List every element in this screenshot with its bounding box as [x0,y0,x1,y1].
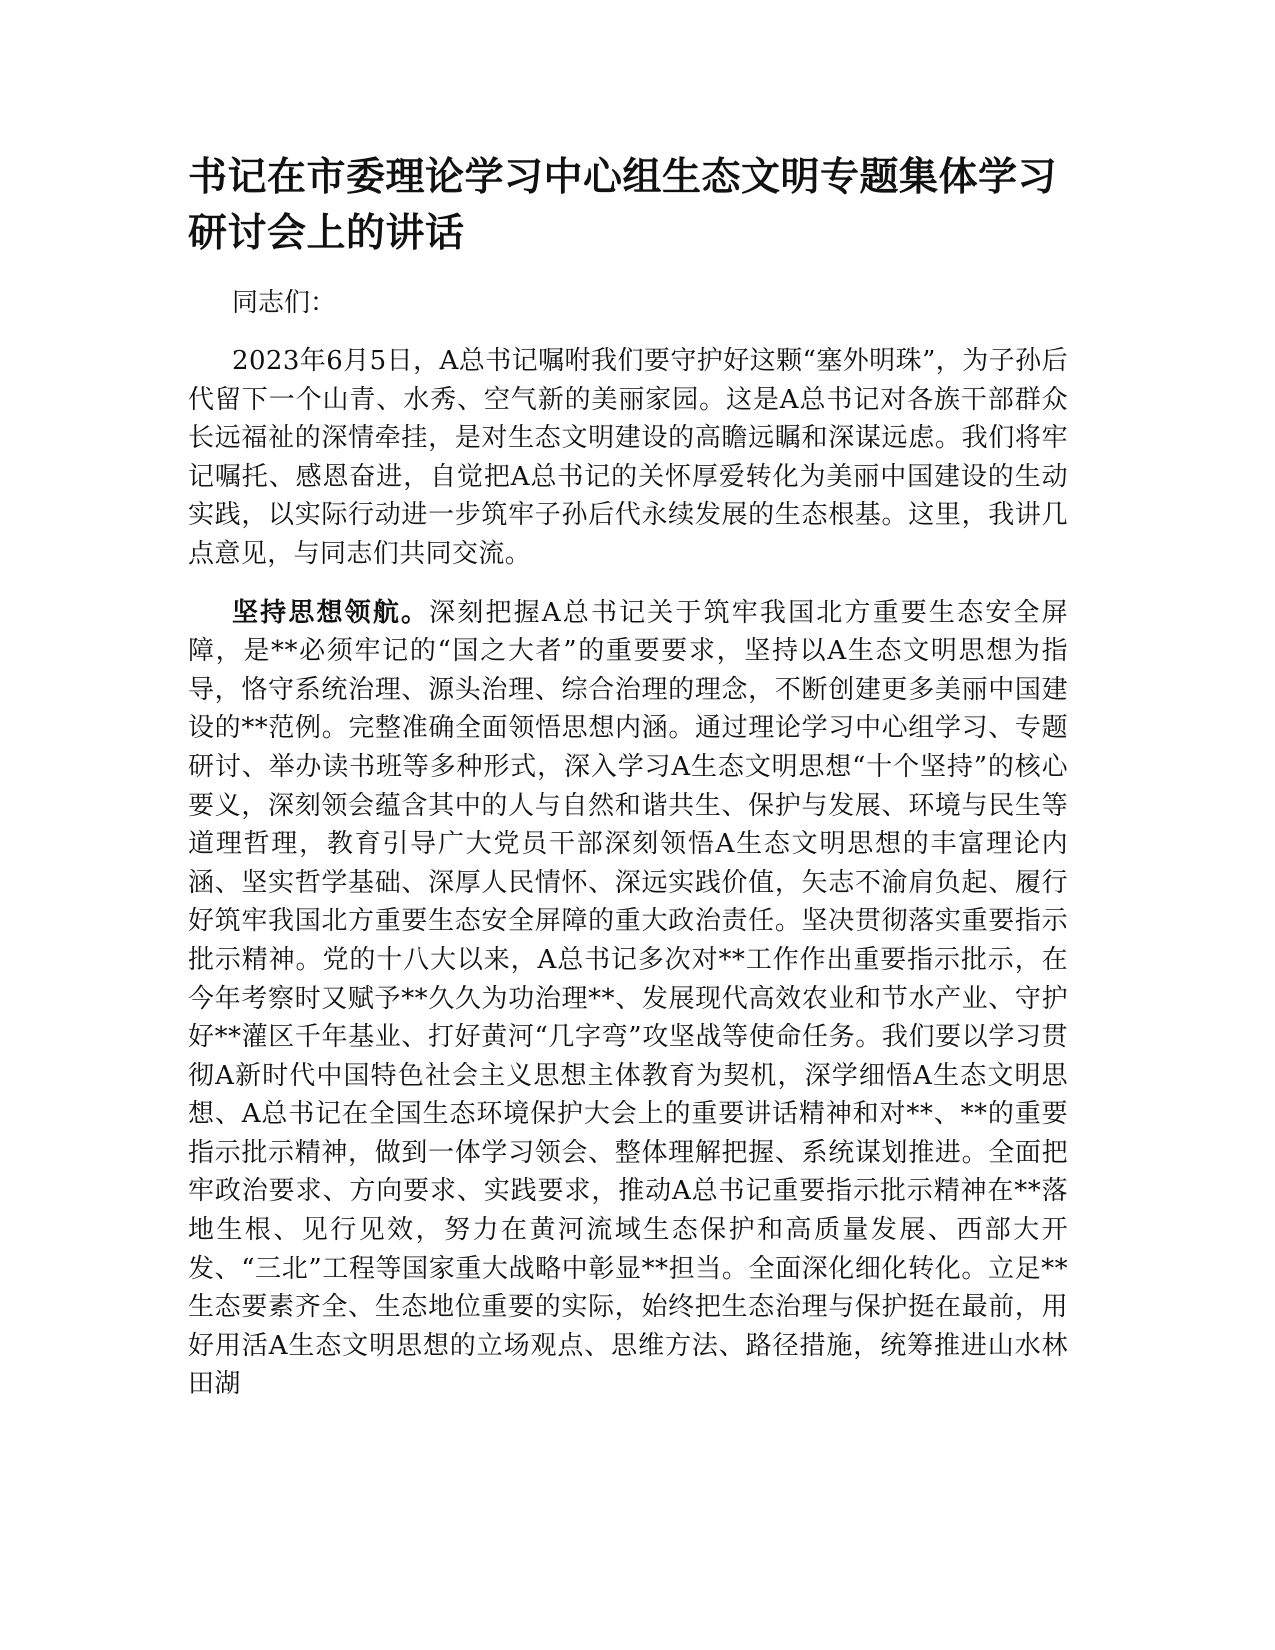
paragraph-intro [188,342,1068,574]
paragraph-text: 深刻把握A总书记关于筑牢我国北方重要生态安全屏障，是**必须牢记的“国之大者”的重要要求，坚持以A生态文明思想为指导，恪守系统治理、源头治理、综合治理的理念，不断创建更多美丽中国建设的**范例。完整准确全面领悟思想内涵。通过理论学习中心组学习、专题研讨、举办读书班等多种形式，深入学习A生态文明思想“十个坚持”的核心要义，深刻领会蕴含其中的人与自然和谐共生、保护与发展、环境与民生等道理哲理，教育引导广大党员干部深刻领悟A生态文明思想的丰富理论内涵、坚实哲学基础、深厚人民情怀、深远实践价值，矢志不渝肩负起、履行好筑牢我国北方重要生态安全屏障的重大政治责任。坚决贯彻落实重要指示批示精神。党的十八大以来，A总书记多次对**工作作出重要指示批示，在今年考察时又赋予**久久为功治理**、发展现代高效农业和节水产业、守护好**灌区千年基业、打好黄河“几字弯”攻坚战等使命任务。我们要以学习贯彻A新时代中国特色社会主义思想主体教育为契机，深学细悟A生态文明思想、A总书记在全国生态环境保护大会上的重要讲话精神和对**、**的重要指示批示精神，做到一体学习领会、整体理解把握、系统谋划推进。全面把牢政治要求、方向要求、实践要求，推动A总书记重要指示批示精神在**落地生根、见行见效，努力在黄河流域生态保护和高质量发展、西部大开发、“三北”工程等国家重大战略中彰显**担当。全面深化细化转化。立足**生态要素齐全、生态地位重要的实际，始终把生态治理与保护挺在最前，用好用活A生态文明思想的立场观点、思维方法、路径措施，统筹推进山水林田湖 [188,597,1068,1400]
salutation: 同志们： [232,288,337,318]
document-title: 书记在市委理论学习中心组生态文明专题集体学习研讨会上的讲话 [188,155,1058,256]
paragraph-text: 2023年6月5日，A总书记嘱咐我们要守护好这颗“塞外明珠”，为子孙后代留下一个山青、水秀、空气新的美丽家园。这是A总书记对各族干部群众长远福祉的深情牵挂，是对生态文明建设的高瞻远瞩和深谋远虑。我们将牢记嘱托、感恩奋进，自觉把A总书记的关怀厚爱转化为美丽中国建设的生动实践，以实际行动进一步筑牢子孙后代永续发展的生态根基。这里，我讲几点意见，与同志们共同交流。 [188,346,1068,569]
paragraph-lead: 坚持思想领航。 [232,597,430,628]
paragraph-ideology [188,594,1068,1404]
document-body [188,150,1068,1404]
